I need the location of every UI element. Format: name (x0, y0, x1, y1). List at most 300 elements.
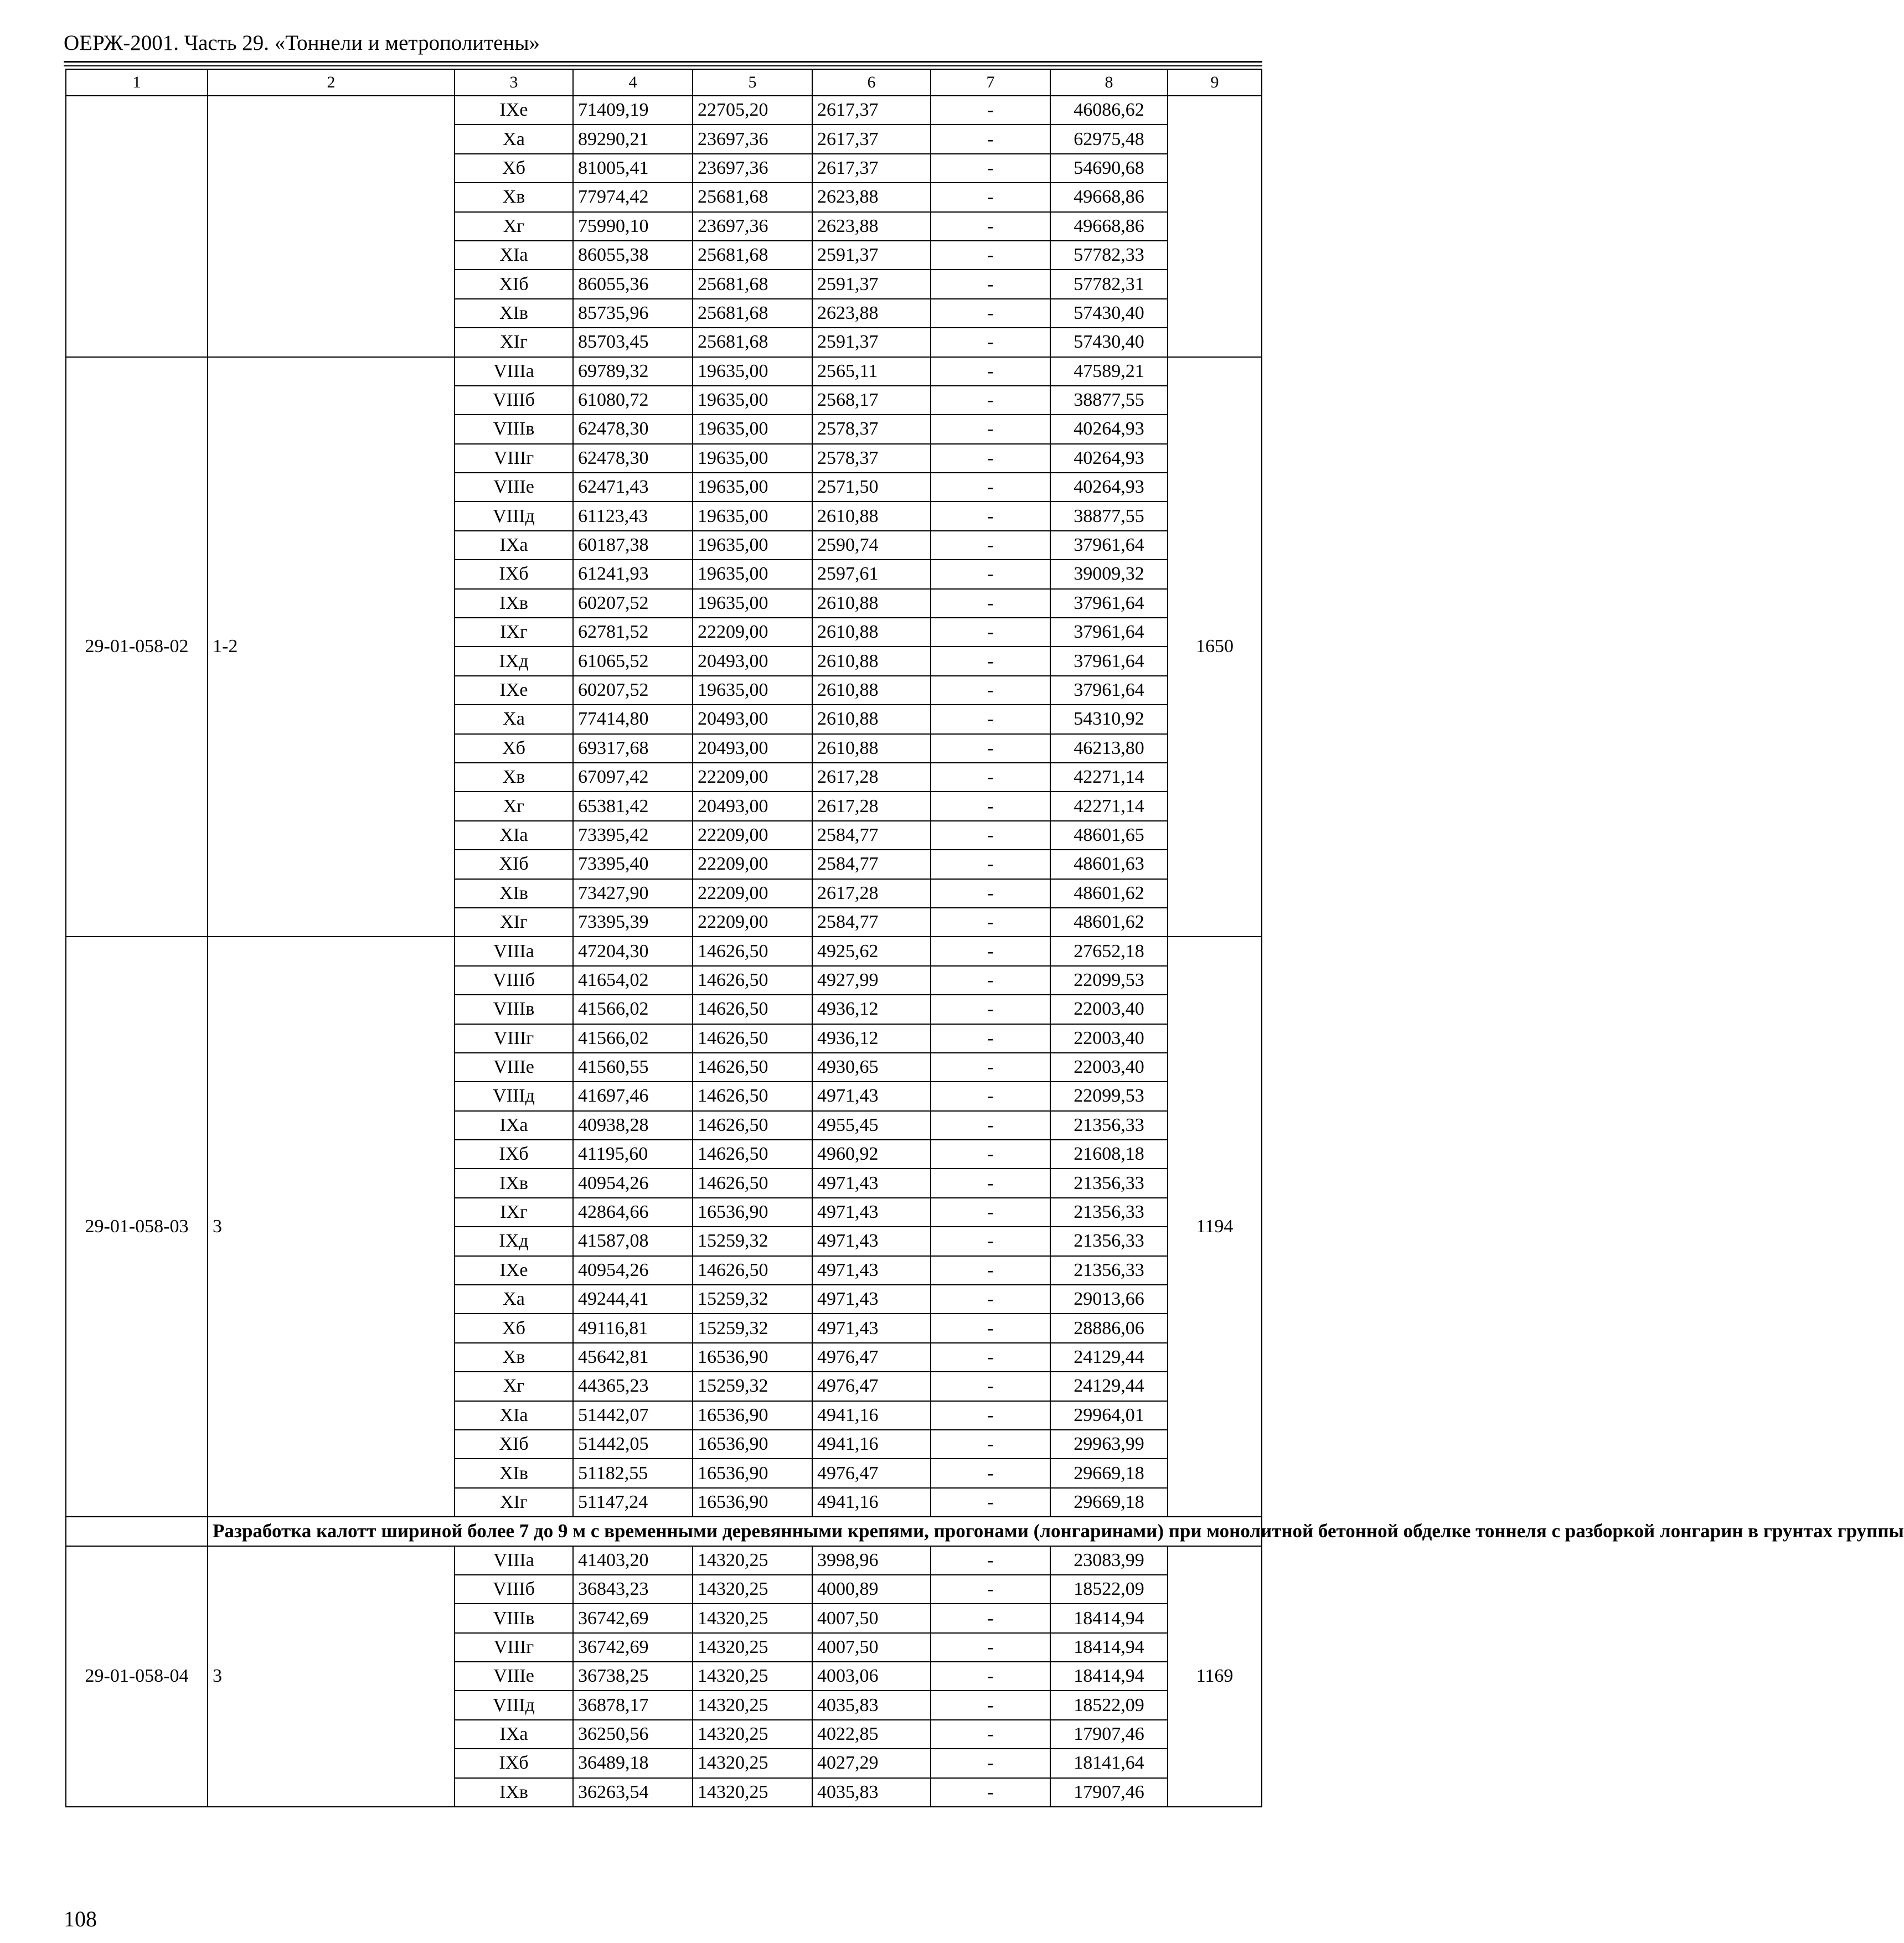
material-cost-cell: 18414,94 (1050, 1604, 1168, 1632)
machine-cost-cell: 2617,37 (812, 154, 931, 183)
machine-labor-cell: - (931, 1401, 1050, 1430)
direct-cost-cell: 89290,21 (573, 125, 693, 153)
material-cost-cell: 37961,64 (1050, 531, 1168, 560)
machine-labor-cell: - (931, 618, 1050, 647)
material-cost-cell: 18522,09 (1050, 1575, 1168, 1604)
machine-cost-cell: 4971,43 (812, 1256, 931, 1285)
labor-cost-cell: 22209,00 (693, 850, 812, 879)
material-cost-cell: 21356,33 (1050, 1111, 1168, 1140)
direct-cost-cell: 36742,69 (573, 1633, 693, 1662)
table-row (66, 937, 1262, 965)
soil-group-cell: IXе (455, 676, 573, 705)
machine-labor-cell: - (931, 821, 1050, 850)
machine-labor-cell: - (931, 1459, 1050, 1487)
material-cost-cell: 21356,33 (1050, 1198, 1168, 1227)
machine-labor-cell: - (931, 589, 1050, 618)
soil-group-cell: IXд (455, 1227, 573, 1255)
labor-cost-cell: 19635,00 (693, 473, 812, 502)
machine-labor-cell: - (931, 386, 1050, 415)
soil-group-cell: IXб (455, 560, 573, 588)
soil-group-cell: VIIIв (455, 1604, 573, 1632)
material-cost-cell: 18141,64 (1050, 1749, 1168, 1777)
material-cost-cell: 48601,62 (1050, 908, 1168, 937)
direct-cost-cell: 77974,42 (573, 183, 693, 211)
direct-cost-cell: 73395,39 (573, 908, 693, 937)
machine-labor-cell: - (931, 1198, 1050, 1227)
labor-cost-cell: 23697,36 (693, 125, 812, 153)
labor-cost-cell: 16536,90 (693, 1198, 812, 1227)
labor-cost-cell: 22209,00 (693, 879, 812, 908)
material-cost-cell: 46086,62 (1050, 96, 1168, 125)
machine-cost-cell: 4000,89 (812, 1575, 931, 1604)
machine-cost-cell: 4941,16 (812, 1430, 931, 1459)
labor-cost-cell: 15259,32 (693, 1372, 812, 1401)
soil-group-cell: XIб (455, 270, 573, 298)
machine-cost-cell: 2617,28 (812, 792, 931, 820)
direct-cost-cell: 41560,55 (573, 1053, 693, 1082)
material-cost-cell: 37961,64 (1050, 676, 1168, 705)
machine-labor-cell: - (931, 1169, 1050, 1197)
machine-cost-cell: 2617,37 (812, 96, 931, 125)
machine-cost-cell: 2578,37 (812, 415, 931, 443)
direct-cost-cell: 51442,07 (573, 1401, 693, 1430)
machine-cost-cell: 4976,47 (812, 1459, 931, 1487)
material-cost-cell: 21356,33 (1050, 1227, 1168, 1255)
machine-cost-cell: 2590,74 (812, 531, 931, 560)
labor-cost-cell: 14320,25 (693, 1604, 812, 1632)
machine-cost-cell: 4971,43 (812, 1314, 931, 1342)
labor-cost-cell: 14626,50 (693, 937, 812, 965)
machine-labor-cell: - (931, 1546, 1050, 1575)
machine-labor-cell: - (931, 154, 1050, 183)
column-number-header: 9 (1168, 69, 1262, 96)
material-cost-cell: 57782,33 (1050, 241, 1168, 270)
material-cost-cell: 48601,65 (1050, 821, 1168, 850)
material-cost-cell: 49668,86 (1050, 183, 1168, 211)
material-cost-cell: 46213,80 (1050, 734, 1168, 763)
direct-cost-cell: 49116,81 (573, 1314, 693, 1342)
machine-cost-cell: 2610,88 (812, 618, 931, 647)
column-number-header: 4 (573, 69, 693, 96)
soil-group-cell: IXв (455, 589, 573, 618)
machine-cost-cell: 2597,61 (812, 560, 931, 588)
labor-cost-cell: 16536,90 (693, 1401, 812, 1430)
direct-cost-cell: 36263,54 (573, 1778, 693, 1807)
soil-group-cell: VIIIб (455, 1575, 573, 1604)
machine-labor-cell: - (931, 1778, 1050, 1807)
item-column-2: 3 (208, 1546, 455, 1807)
material-cost-cell: 17907,46 (1050, 1720, 1168, 1749)
labor-hours-cell: 1169 (1168, 1546, 1262, 1807)
material-cost-cell: 17907,46 (1050, 1778, 1168, 1807)
material-cost-cell: 54690,68 (1050, 154, 1168, 183)
material-cost-cell: 48601,63 (1050, 850, 1168, 879)
labor-cost-cell: 14320,25 (693, 1778, 812, 1807)
labor-cost-cell: 16536,90 (693, 1343, 812, 1372)
machine-cost-cell: 2591,37 (812, 241, 931, 270)
machine-labor-cell: - (931, 1140, 1050, 1169)
machine-cost-cell: 2568,17 (812, 386, 931, 415)
machine-labor-cell: - (931, 531, 1050, 560)
direct-cost-cell: 62478,30 (573, 415, 693, 443)
material-cost-cell: 54310,92 (1050, 705, 1168, 733)
machine-cost-cell: 4007,50 (812, 1633, 931, 1662)
soil-group-cell: VIIIе (455, 1662, 573, 1691)
machine-labor-cell: - (931, 1430, 1050, 1459)
direct-cost-cell: 73427,90 (573, 879, 693, 908)
direct-cost-cell: 61123,43 (573, 502, 693, 530)
direct-cost-cell: 40954,26 (573, 1256, 693, 1285)
direct-cost-cell: 60207,52 (573, 589, 693, 618)
machine-labor-cell: - (931, 328, 1050, 356)
direct-cost-cell: 36843,23 (573, 1575, 693, 1604)
machine-labor-cell: - (931, 1372, 1050, 1401)
material-cost-cell: 57430,40 (1050, 328, 1168, 356)
machine-cost-cell: 4971,43 (812, 1227, 931, 1255)
soil-group-cell: XIв (455, 1459, 573, 1487)
labor-cost-cell: 14626,50 (693, 1111, 812, 1140)
material-cost-cell: 22099,53 (1050, 966, 1168, 995)
soil-group-cell: VIIIа (455, 357, 573, 386)
machine-labor-cell: - (931, 1053, 1050, 1082)
soil-group-cell: IXд (455, 647, 573, 675)
machine-cost-cell: 4022,85 (812, 1720, 931, 1749)
rate-code (66, 96, 208, 357)
machine-cost-cell: 2571,50 (812, 473, 931, 502)
direct-cost-cell: 61241,93 (573, 560, 693, 588)
page-header-title: ОЕРЖ-2001. Часть 29. «Тоннели и метрополитены» (64, 31, 540, 55)
labor-cost-cell: 14626,50 (693, 1256, 812, 1285)
machine-labor-cell: - (931, 676, 1050, 705)
soil-group-cell: IXв (455, 1169, 573, 1197)
direct-cost-cell: 77414,80 (573, 705, 693, 733)
soil-group-cell: VIIIв (455, 995, 573, 1024)
soil-group-cell: IXа (455, 1111, 573, 1140)
soil-group-cell: XIг (455, 328, 573, 356)
machine-cost-cell: 2610,88 (812, 589, 931, 618)
material-cost-cell: 42271,14 (1050, 763, 1168, 792)
machine-cost-cell: 2617,28 (812, 879, 931, 908)
machine-labor-cell: - (931, 473, 1050, 502)
machine-labor-cell: - (931, 879, 1050, 908)
labor-hours-cell: 1650 (1168, 357, 1262, 937)
material-cost-cell: 40264,93 (1050, 444, 1168, 473)
machine-labor-cell: - (931, 502, 1050, 530)
labor-cost-cell: 16536,90 (693, 1430, 812, 1459)
direct-cost-cell: 36250,56 (573, 1720, 693, 1749)
column-number-header: 1 (66, 69, 208, 96)
material-cost-cell: 37961,64 (1050, 618, 1168, 647)
machine-labor-cell: - (931, 1720, 1050, 1749)
labor-cost-cell: 15259,32 (693, 1285, 812, 1314)
machine-cost-cell: 4007,50 (812, 1604, 931, 1632)
soil-group-cell: Xа (455, 1285, 573, 1314)
soil-group-cell: Xб (455, 1314, 573, 1342)
material-cost-cell: 18414,94 (1050, 1633, 1168, 1662)
machine-cost-cell: 2623,88 (812, 183, 931, 211)
labor-cost-cell: 19635,00 (693, 444, 812, 473)
soil-group-cell: Xб (455, 154, 573, 183)
direct-cost-cell: 60187,38 (573, 531, 693, 560)
material-cost-cell: 47589,21 (1050, 357, 1168, 386)
material-cost-cell: 40264,93 (1050, 415, 1168, 443)
machine-cost-cell: 4927,99 (812, 966, 931, 995)
machine-labor-cell: - (931, 763, 1050, 792)
direct-cost-cell: 71409,19 (573, 96, 693, 125)
labor-cost-cell: 22209,00 (693, 763, 812, 792)
direct-cost-cell: 69789,32 (573, 357, 693, 386)
labor-cost-cell: 14626,50 (693, 995, 812, 1024)
column-number-header: 7 (931, 69, 1050, 96)
direct-cost-cell: 36738,25 (573, 1662, 693, 1691)
machine-cost-cell: 2617,28 (812, 763, 931, 792)
soil-group-cell: IXг (455, 1198, 573, 1227)
material-cost-cell: 42271,14 (1050, 792, 1168, 820)
soil-group-cell: Xв (455, 1343, 573, 1372)
soil-group-cell: VIIIд (455, 502, 573, 530)
direct-cost-cell: 42864,66 (573, 1198, 693, 1227)
direct-cost-cell: 41566,02 (573, 995, 693, 1024)
machine-labor-cell: - (931, 1082, 1050, 1110)
labor-cost-cell: 14320,25 (693, 1691, 812, 1719)
machine-cost-cell: 4035,83 (812, 1778, 931, 1807)
material-cost-cell: 40264,93 (1050, 473, 1168, 502)
table-body (66, 69, 1904, 1807)
machine-cost-cell: 4925,62 (812, 937, 931, 965)
labor-cost-cell: 14320,25 (693, 1720, 812, 1749)
machine-cost-cell: 2617,37 (812, 125, 931, 153)
direct-cost-cell: 40954,26 (573, 1169, 693, 1197)
machine-labor-cell: - (931, 1662, 1050, 1691)
machine-cost-cell: 4027,29 (812, 1749, 931, 1777)
material-cost-cell: 57782,31 (1050, 270, 1168, 298)
table-row (66, 357, 1262, 386)
soil-group-cell: Xа (455, 125, 573, 153)
direct-cost-cell: 41697,46 (573, 1082, 693, 1110)
machine-cost-cell: 4976,47 (812, 1372, 931, 1401)
rate-code: 29-01-058-03 (66, 937, 208, 1517)
soil-group-cell: XIв (455, 879, 573, 908)
labor-hours-cell (1168, 96, 1262, 357)
material-cost-cell: 48601,62 (1050, 879, 1168, 908)
soil-group-cell: XIг (455, 1488, 573, 1517)
soil-group-cell: VIIIб (455, 966, 573, 995)
labor-cost-cell: 14626,50 (693, 1024, 812, 1053)
machine-labor-cell: - (931, 183, 1050, 211)
section-title: Разработка калотт шириной более 7 до 9 м с временными деревянными крепями, прогонами (лонгаринами) при монолитной бетонной обделке тоннеля с разборкой лонгарин в грунтах группы (208, 1517, 1262, 1546)
material-cost-cell: 22003,40 (1050, 995, 1168, 1024)
soil-group-cell: VIIIг (455, 1024, 573, 1053)
machine-cost-cell: 2610,88 (812, 705, 931, 733)
machine-cost-cell: 2623,88 (812, 212, 931, 241)
direct-cost-cell: 49244,41 (573, 1285, 693, 1314)
soil-group-cell: XIб (455, 1430, 573, 1459)
soil-group-cell: IXе (455, 1256, 573, 1285)
direct-cost-cell: 73395,40 (573, 850, 693, 879)
direct-cost-cell: 62478,30 (573, 444, 693, 473)
machine-labor-cell: - (931, 1575, 1050, 1604)
labor-cost-cell: 20493,00 (693, 647, 812, 675)
machine-labor-cell: - (931, 908, 1050, 937)
material-cost-cell: 23083,99 (1050, 1546, 1168, 1575)
direct-cost-cell: 69317,68 (573, 734, 693, 763)
soil-group-cell: VIIIе (455, 1053, 573, 1082)
direct-cost-cell: 40938,28 (573, 1111, 693, 1140)
material-cost-cell: 28886,06 (1050, 1314, 1168, 1342)
machine-labor-cell: - (931, 734, 1050, 763)
direct-cost-cell: 41403,20 (573, 1546, 693, 1575)
soil-group-cell: VIIIв (455, 415, 573, 443)
material-cost-cell: 39009,32 (1050, 560, 1168, 588)
page-number: 108 (64, 1906, 97, 1931)
machine-labor-cell: - (931, 444, 1050, 473)
soil-group-cell: VIIIд (455, 1082, 573, 1110)
direct-cost-cell: 73395,42 (573, 821, 693, 850)
soil-group-cell: VIIIг (455, 444, 573, 473)
material-cost-cell: 22099,53 (1050, 1082, 1168, 1110)
labor-cost-cell: 19635,00 (693, 560, 812, 588)
material-cost-cell: 38877,55 (1050, 502, 1168, 530)
direct-cost-cell: 51182,55 (573, 1459, 693, 1487)
machine-labor-cell: - (931, 1691, 1050, 1719)
soil-group-cell: Xг (455, 792, 573, 820)
soil-group-cell: IXа (455, 531, 573, 560)
machine-cost-cell: 3998,96 (812, 1546, 931, 1575)
column-number-header: 5 (693, 69, 812, 96)
header-rule-thick (64, 61, 1262, 63)
soil-group-cell: Xг (455, 1372, 573, 1401)
material-cost-cell: 29963,99 (1050, 1430, 1168, 1459)
soil-group-cell: IXе (455, 96, 573, 125)
direct-cost-cell: 75990,10 (573, 212, 693, 241)
material-cost-cell: 49668,86 (1050, 212, 1168, 241)
machine-labor-cell: - (931, 792, 1050, 820)
machine-cost-cell: 4971,43 (812, 1198, 931, 1227)
machine-cost-cell: 2623,88 (812, 299, 931, 328)
machine-cost-cell: 2610,88 (812, 734, 931, 763)
labor-hours-cell: 1194 (1168, 937, 1262, 1517)
column-number-row (66, 69, 1262, 96)
machine-cost-cell: 2565,11 (812, 357, 931, 386)
machine-cost-cell: 4976,47 (812, 1343, 931, 1372)
machine-cost-cell: 2584,77 (812, 908, 931, 937)
machine-labor-cell: - (931, 1488, 1050, 1517)
machine-labor-cell: - (931, 241, 1050, 270)
machine-cost-cell: 4930,65 (812, 1053, 931, 1082)
soil-group-cell: VIIIа (455, 1546, 573, 1575)
material-cost-cell: 29013,66 (1050, 1285, 1168, 1314)
machine-labor-cell: - (931, 1633, 1050, 1662)
labor-cost-cell: 14626,50 (693, 1140, 812, 1169)
soil-group-cell: Xг (455, 212, 573, 241)
direct-cost-cell: 62781,52 (573, 618, 693, 647)
material-cost-cell: 29964,01 (1050, 1401, 1168, 1430)
machine-labor-cell: - (931, 1343, 1050, 1372)
material-cost-cell: 18522,09 (1050, 1691, 1168, 1719)
soil-group-cell: VIIIа (455, 937, 573, 965)
soil-group-cell: IXа (455, 1720, 573, 1749)
material-cost-cell: 38877,55 (1050, 386, 1168, 415)
labor-cost-cell: 14626,50 (693, 1082, 812, 1110)
labor-cost-cell: 23697,36 (693, 212, 812, 241)
labor-cost-cell: 20493,00 (693, 734, 812, 763)
machine-cost-cell: 4936,12 (812, 995, 931, 1024)
soil-group-cell: VIIIг (455, 1633, 573, 1662)
soil-group-cell: XIа (455, 241, 573, 270)
direct-cost-cell: 36878,17 (573, 1691, 693, 1719)
section-spacer-cell (66, 1517, 208, 1546)
labor-cost-cell: 14320,25 (693, 1575, 812, 1604)
machine-labor-cell: - (931, 212, 1050, 241)
machine-labor-cell: - (931, 1227, 1050, 1255)
material-cost-cell: 18414,94 (1050, 1662, 1168, 1691)
machine-labor-cell: - (931, 125, 1050, 153)
machine-labor-cell: - (931, 1256, 1050, 1285)
soil-group-cell: VIIIд (455, 1691, 573, 1719)
labor-cost-cell: 23697,36 (693, 154, 812, 183)
labor-cost-cell: 19635,00 (693, 502, 812, 530)
material-cost-cell: 24129,44 (1050, 1343, 1168, 1372)
direct-cost-cell: 47204,30 (573, 937, 693, 965)
material-cost-cell: 24129,44 (1050, 1372, 1168, 1401)
machine-labor-cell: - (931, 647, 1050, 675)
labor-cost-cell: 19635,00 (693, 415, 812, 443)
machine-labor-cell: - (931, 1111, 1050, 1140)
machine-labor-cell: - (931, 995, 1050, 1024)
material-cost-cell: 22003,40 (1050, 1053, 1168, 1082)
soil-group-cell: VIIIе (455, 473, 573, 502)
column-number-header: 3 (455, 69, 573, 96)
material-cost-cell: 22003,40 (1050, 1024, 1168, 1053)
direct-cost-cell: 86055,38 (573, 241, 693, 270)
labor-cost-cell: 14320,25 (693, 1633, 812, 1662)
labor-cost-cell: 25681,68 (693, 241, 812, 270)
labor-cost-cell: 19635,00 (693, 357, 812, 386)
rate-code: 29-01-058-02 (66, 357, 208, 937)
labor-cost-cell: 14626,50 (693, 1053, 812, 1082)
labor-cost-cell: 20493,00 (693, 792, 812, 820)
machine-labor-cell: - (931, 1285, 1050, 1314)
soil-group-cell: Xв (455, 763, 573, 792)
machine-labor-cell: - (931, 1024, 1050, 1053)
soil-group-cell: XIг (455, 908, 573, 937)
direct-cost-cell: 61065,52 (573, 647, 693, 675)
column-number-header: 6 (812, 69, 931, 96)
soil-group-cell: IXв (455, 1778, 573, 1807)
soil-group-cell: XIа (455, 1401, 573, 1430)
direct-cost-cell: 85703,45 (573, 328, 693, 356)
labor-cost-cell: 15259,32 (693, 1314, 812, 1342)
direct-cost-cell: 85735,96 (573, 299, 693, 328)
direct-cost-cell: 60207,52 (573, 676, 693, 705)
direct-cost-cell: 61080,72 (573, 386, 693, 415)
soil-group-cell: IXб (455, 1749, 573, 1777)
machine-labor-cell: - (931, 966, 1050, 995)
labor-cost-cell: 25681,68 (693, 270, 812, 298)
table-row (66, 96, 1262, 125)
labor-cost-cell: 22209,00 (693, 821, 812, 850)
material-cost-cell: 29669,18 (1050, 1459, 1168, 1487)
machine-labor-cell: - (931, 96, 1050, 125)
soil-group-cell: IXг (455, 618, 573, 647)
direct-cost-cell: 62471,43 (573, 473, 693, 502)
column-number-header: 8 (1050, 69, 1168, 96)
labor-cost-cell: 14626,50 (693, 966, 812, 995)
material-cost-cell: 29669,18 (1050, 1488, 1168, 1517)
machine-labor-cell: - (931, 705, 1050, 733)
machine-cost-cell: 4971,43 (812, 1285, 931, 1314)
machine-labor-cell: - (931, 850, 1050, 879)
